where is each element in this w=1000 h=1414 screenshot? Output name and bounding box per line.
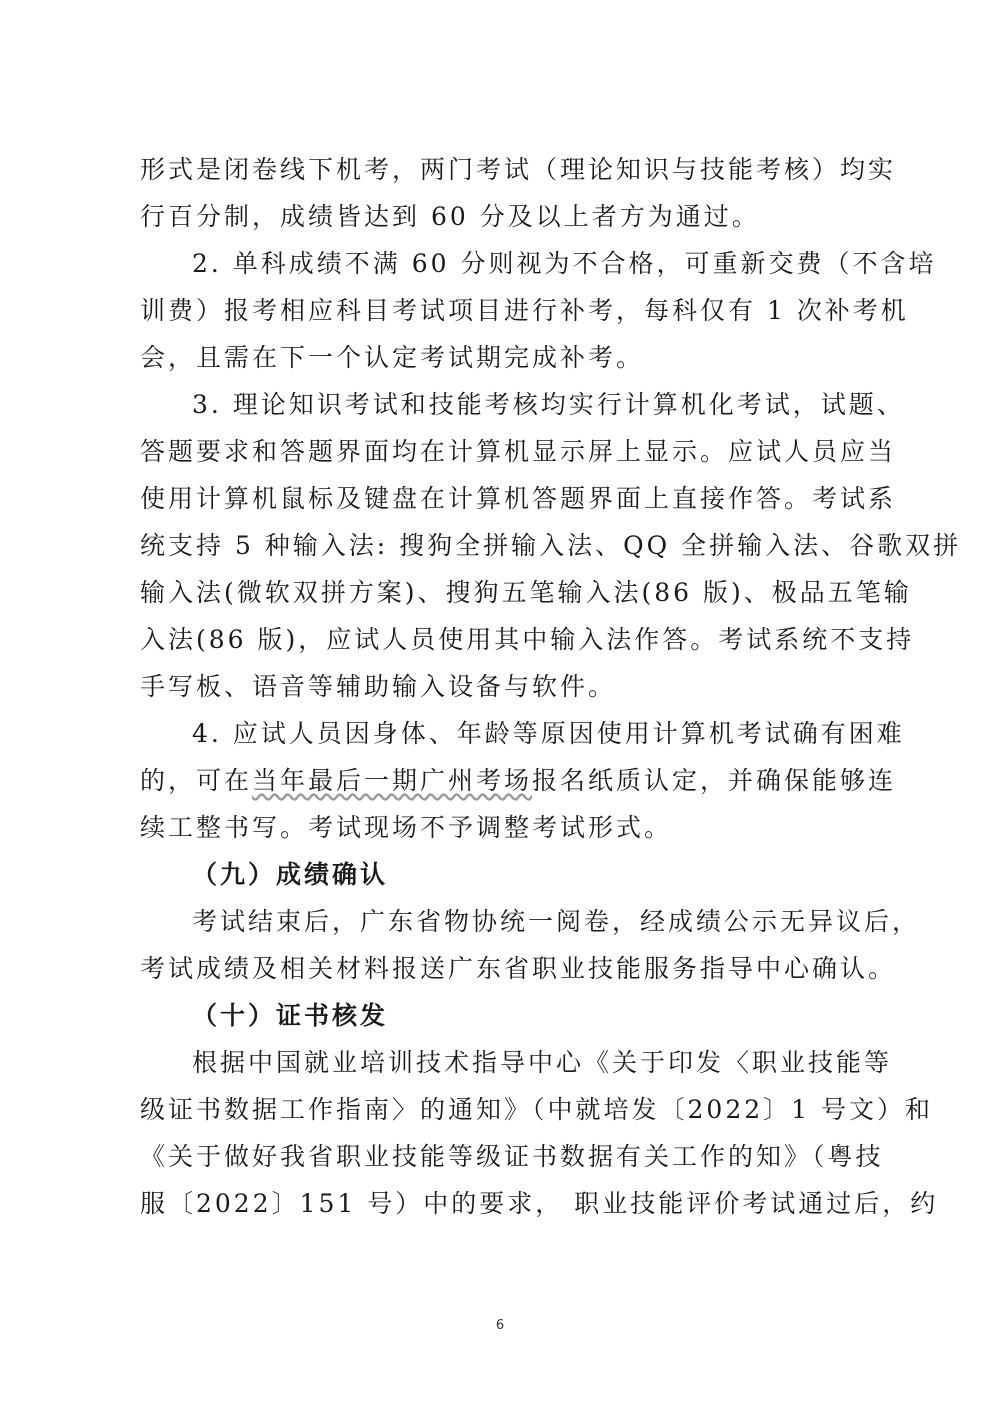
- paragraph-line: 手写板、语音等辅助输入设备与软件。: [140, 672, 617, 701]
- document-body: [140, 146, 962, 1227]
- paragraph-line: 级证书数据工作指南〉的通知》（中就培发〔2022〕1 号文）和: [140, 1095, 933, 1124]
- paragraph-line: 入法(86 版)，应试人员使用其中输入法作答。考试系统不支持: [140, 625, 915, 654]
- paragraph-line: 3. 理论知识考试和技能考核均实行计算机化考试，试题、: [192, 390, 905, 419]
- paragraph-line: 考试成绩及相关材料报送广东省职业技能服务指导中心确认。: [140, 954, 897, 983]
- paragraph-line: 考试结束后，广东省物协统一阅卷，经成绩公示无异议后，: [192, 907, 921, 936]
- paragraph-line: 训费）报考相应科目考试项目进行补考，每科仅有 1 次补考机: [140, 296, 909, 325]
- line-text-after: 报名纸质认定，并确保能够连: [532, 766, 897, 795]
- paragraph-line: 答题要求和答题界面均在计算机显示屏上显示。应试人员应当: [140, 437, 897, 466]
- line-text-before: 的，可在: [140, 766, 253, 795]
- paragraph-line: 2. 单科成绩不满 60 分则视为不合格，可重新交费（不含培: [192, 249, 937, 278]
- section-heading: （十）证书核发: [192, 1001, 389, 1030]
- paragraph-line: 会，且需在下一个认定考试期完成补考。: [140, 343, 645, 372]
- section-heading: （九）成绩确认: [192, 860, 389, 889]
- paragraph-line: 服〔2022〕151 号）中的要求， 职业技能评价考试通过后，约: [140, 1189, 939, 1218]
- paragraph-line: 续工整书写。考试现场不予调整考试形式。: [140, 813, 673, 842]
- paragraph-line: 输入法(微软双拼方案)、搜狗五笔输入法(86 版)、极品五笔输: [140, 578, 912, 607]
- paragraph-line: 根据中国就业培训技术指导中心《关于印发〈职业技能等: [192, 1048, 893, 1077]
- paragraph-line: [140, 757, 897, 804]
- paragraph-line: 统支持 5 种输入法: 搜狗全拼输入法、QQ 全拼输入法、谷歌双拼: [140, 531, 962, 560]
- paragraph-line: 行百分制，成绩皆达到 60 分及以上者方为通过。: [140, 202, 760, 231]
- underlined-text: 当年最后一期广州考场: [252, 766, 533, 795]
- paragraph-line: 形式是闭卷线下机考，两门考试（理论知识与技能考核）均实: [140, 155, 897, 184]
- paragraph-line: 4. 应试人员因身体、年龄等原因使用计算机考试确有困难: [192, 719, 905, 748]
- paragraph-line: 使用计算机鼠标及键盘在计算机答题界面上直接作答。考试系: [140, 484, 897, 513]
- paragraph-line: 《关于做好我省职业技能等级证书数据有关工作的知》（粤技: [140, 1142, 884, 1171]
- page-number: 6: [495, 1318, 505, 1333]
